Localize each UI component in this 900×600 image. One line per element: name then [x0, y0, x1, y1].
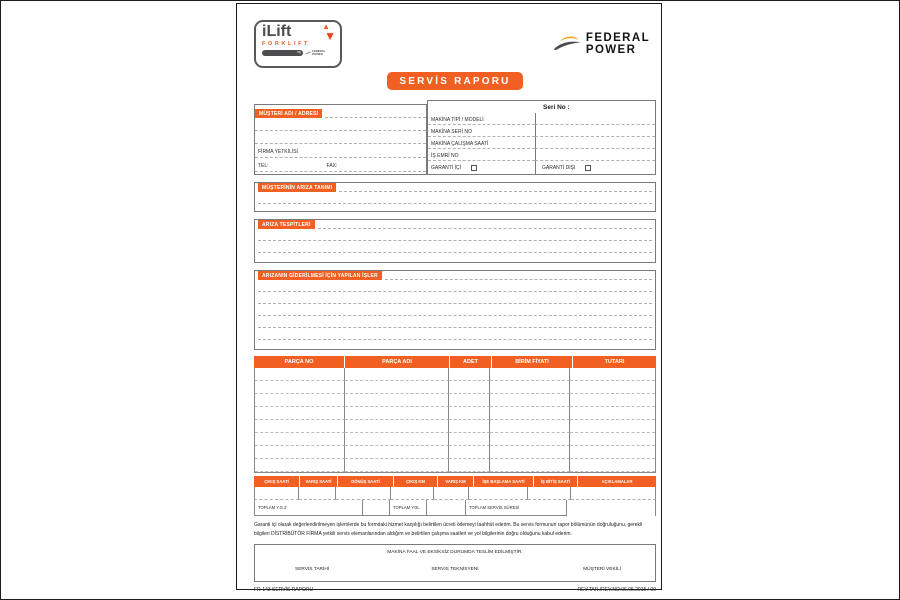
ilift-logo: [254, 20, 342, 68]
fax-label: FAX:: [326, 163, 338, 169]
federal-power-swoosh-icon: [305, 50, 312, 56]
table-row: [255, 420, 655, 433]
fill-line: [258, 229, 652, 241]
fill-line: [385, 279, 652, 280]
table-row: [255, 459, 655, 472]
total-cell-empty: [362, 500, 390, 516]
title-row: [254, 71, 656, 90]
total-distance-label: TOPLAM YOL: [389, 500, 427, 516]
col-departure-km: ÇIKIŞ KM: [394, 476, 437, 487]
customer-label: MÜŞTERİ ADI / ADRESİ: [255, 109, 322, 118]
total-service-time-label: TOPLAM SERVİS SÜRESİ: [465, 500, 567, 516]
machine-type-label: MAKİNA TİPİ / MODELİ: [428, 113, 535, 125]
fault-description-section: [254, 182, 656, 212]
arrow-down-icon: ▼: [324, 29, 336, 43]
fill-line: [318, 228, 652, 229]
table-row: [255, 381, 655, 394]
service-technician-label: SERVİS TEKNİSYENİ: [431, 566, 479, 572]
work-order-field: [535, 149, 655, 161]
col-work-end: İŞ BİTİŞ SAATİ: [534, 476, 577, 487]
delivery-statement: MAKİNA FAAL VE EKSİKSİZ DURUMDA TESLİM EDİLMİŞTİR.: [387, 549, 523, 555]
table-row: [255, 407, 655, 420]
fill-line: [339, 191, 652, 192]
time-table-row: [254, 487, 656, 500]
machine-serial-field: [535, 125, 655, 137]
col-remarks: AÇIKLAMALAR: [578, 476, 656, 487]
parts-col-total: TUTARI: [573, 356, 656, 368]
warranty-row: [428, 161, 655, 174]
warranty-in-checkbox[interactable]: [471, 165, 477, 171]
total-cell-empty: [426, 500, 466, 516]
work-done-section: [254, 270, 656, 350]
company-rep-row: [255, 144, 426, 158]
col-arrival-km: VARIŞ KM: [438, 476, 473, 487]
customer-box: [254, 104, 427, 175]
fill-line: [258, 328, 652, 340]
company-rep-label: FİRMA YETKİLİSİ: [258, 149, 298, 155]
federal-power-line2: POWER: [585, 44, 637, 57]
table-row: [255, 368, 655, 381]
federal-power-swoosh-icon: [552, 33, 582, 56]
federal-power-line1: FEDERAL: [585, 32, 650, 44]
parts-col-qty: ADET: [450, 356, 491, 368]
machine-serial-label: MAKİNA SERİ NO: [428, 125, 535, 137]
document-code: FR-143 SERVİS RAPORU: [254, 586, 314, 593]
warranty-in-label: GARANTİ İÇİ: [431, 164, 462, 171]
revision-info: REV.TAR./REV.NO:06.05.2015 / 00: [577, 586, 656, 593]
machine-row: [428, 113, 655, 125]
remarks-open-area: [567, 500, 656, 516]
fault-findings-label: ARIZA TESPİTLERİ: [258, 220, 315, 229]
federal-power-mini-text: FEDERAL POWER: [312, 49, 326, 56]
federal-power-mini-logo: [305, 50, 334, 56]
time-table-header: [254, 476, 656, 487]
fault-findings-section: [254, 219, 656, 263]
fill-line: [258, 316, 652, 328]
warranty-out-checkbox[interactable]: [585, 165, 591, 171]
signature-box: [254, 544, 656, 582]
federal-power-logo: [552, 32, 650, 57]
ilift-logo-title: iLift: [262, 23, 292, 40]
fill-line: [258, 280, 652, 292]
parts-col-partname: PARÇA ADI: [345, 356, 449, 368]
fill-line: [255, 131, 426, 144]
work-done-label: ARIZANIN GİDERİLMESİ İÇİN YAPILAN İŞLER: [258, 271, 382, 280]
serial-no-label: Seri No :: [543, 103, 570, 111]
parts-col-partno: PARÇA NO: [254, 356, 344, 368]
col-departure-time: ÇIKIŞ SAATİ: [254, 476, 299, 487]
ilift-logo-byline: [262, 50, 334, 56]
machine-type-field: [535, 113, 655, 125]
work-order-label: İŞ EMRİ NO: [428, 149, 535, 161]
fault-description-label: MÜŞTERİNİN ARIZA TANIMI: [258, 183, 336, 192]
tel-fax-row: [255, 158, 426, 172]
machine-hours-field: [535, 137, 655, 149]
machine-hours-label: MAKİNA ÇALIŞMA SAATİ: [428, 137, 535, 149]
col-work-start: İŞE BAŞLAMA SAATİ: [474, 476, 533, 487]
fill-line: [258, 304, 652, 316]
table-row: [255, 433, 655, 446]
parts-table-header: [254, 356, 656, 368]
time-table-totals-row: [254, 500, 656, 516]
fill-line: [258, 192, 652, 204]
col-arrival-time: VARIŞ SAATİ: [300, 476, 337, 487]
machine-row: [428, 149, 655, 161]
col-return-time: DÖNÜŞ SAATİ: [338, 476, 393, 487]
tel-label: TEL:: [258, 163, 269, 169]
ilift-logo-subtitle: FORKLIFT: [262, 41, 310, 47]
ilift-by-label: by: [297, 50, 302, 55]
footer: [254, 587, 656, 593]
machine-box: [427, 100, 656, 175]
parts-table-body: [254, 368, 656, 473]
page-title: SERVİS RAPORU: [387, 72, 522, 90]
info-section: [254, 100, 656, 175]
machine-info: [427, 100, 656, 175]
fill-line: [258, 241, 652, 253]
arrow-up-icon: ▲: [322, 22, 330, 31]
fill-line: [255, 118, 426, 131]
customer-representative-label: MÜŞTERİ VEKİLİ: [583, 566, 621, 572]
warranty-out-label: GARANTİ DIŞI: [542, 164, 576, 171]
machine-row: [428, 125, 655, 137]
total-road-time-label: TOPLAM Y.G.Z: [254, 500, 363, 516]
service-date-label: SERVİS TARİHİ: [295, 566, 330, 572]
machine-row: [428, 137, 655, 149]
federal-power-logo-text: [586, 32, 650, 57]
header: [254, 20, 656, 70]
service-report-page: [236, 3, 662, 593]
table-row: [255, 394, 655, 407]
parts-col-unitprice: BİRİM FİYATI: [492, 356, 572, 368]
legal-text: Garanti içi olarak değerlendirilmeyen işlemlerde bu formdaki hizmet karşılığı belirtilen ücreti ödemeyi taahhüt ederim. Bu servis formunun rapor bölümünün doğruluğunu, gerekli bilgileri DİSTRİBÜTÖR FİRMA yetkili servis elemanlarından aldığım ve belirtilen çalışma saatleri ve yol bilgilerinin doğru olduğunu kabul ederim.: [254, 522, 643, 538]
fill-line: [258, 292, 652, 304]
ilift-bar-shape: [262, 50, 303, 56]
table-row: [255, 446, 655, 459]
